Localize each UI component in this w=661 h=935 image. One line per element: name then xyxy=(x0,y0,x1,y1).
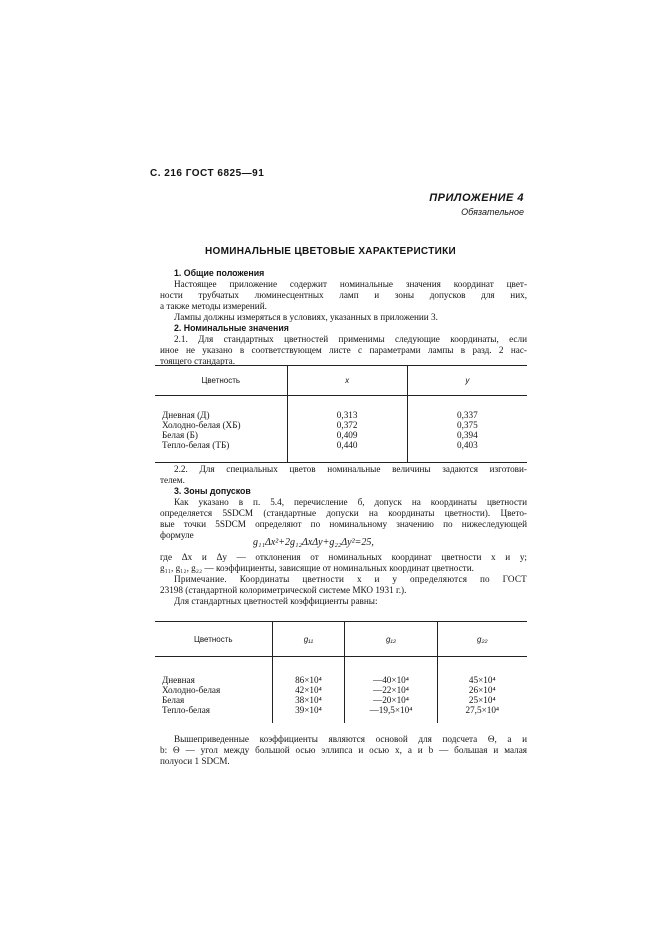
section-1-line: ности трубчатых люминесцентных ламп и зоны допусков для них, xyxy=(160,290,527,300)
section-3-line: вые точки 5SDCM определяют по номинальному значению по нижеследующей xyxy=(160,519,527,529)
table-row xyxy=(155,396,527,421)
section-3-heading: 3. Зоны допусков xyxy=(174,486,251,496)
paragraph-2-2-line: телем. xyxy=(160,475,185,485)
table-header-row xyxy=(155,622,527,657)
table-cell: 27,5×10⁴ xyxy=(437,705,527,723)
appendix-label: ПРИЛОЖЕНИЕ 4 xyxy=(429,192,524,204)
table-cell: 26×10⁴ xyxy=(437,685,527,695)
table-cell: Дневная xyxy=(162,675,195,685)
final-paragraph xyxy=(160,734,527,767)
coefficient-intro: Для стандартных цветностей коэффициенты равны: xyxy=(174,596,378,606)
page-header-code: С. 216 ГОСТ 6825—91 xyxy=(150,168,265,179)
table-cell: 38×10⁴ xyxy=(272,695,345,705)
column-header: Цветность xyxy=(155,622,272,657)
table-cell: 0,313 xyxy=(287,396,407,421)
section-1-heading: 1. Общие положения xyxy=(174,268,265,278)
table-row xyxy=(155,705,527,723)
section-3 xyxy=(160,464,527,541)
table-cell: 45×10⁴ xyxy=(437,657,527,686)
column-header: Цветность xyxy=(155,366,287,396)
table-cell: 86×10⁴ xyxy=(272,657,345,686)
section-3-line: Как указано в п. 5.4, перечисление б, допуск на координаты цветности xyxy=(174,497,527,507)
section-1-line: а также методы измерений. xyxy=(160,301,267,311)
where-line: g₁₁, g₁₂, g₂₂ — коэффициенты, зависящие от номинальных координат цветности. xyxy=(160,563,474,573)
table-cell: 39×10⁴ xyxy=(272,705,345,723)
tolerance-formula: g₁₁Δx²+2g₁₂ΔxΔy+g₂₂Δy²=25, xyxy=(253,537,374,548)
table-cell: Дневная (Д) xyxy=(162,410,210,420)
note-line: 23198 (стандартной колориметрической системе МКО 1931 г.). xyxy=(160,585,407,595)
table-cell: 0,375 xyxy=(407,420,527,430)
table-cell: —40×10⁴ xyxy=(345,657,437,686)
table-cell: 0,440 xyxy=(287,440,407,463)
final-line: Вышеприведенные коэффициенты являются основой для подсчета Θ, a и xyxy=(174,734,527,744)
table-cell: Холодно-белая xyxy=(162,685,221,695)
table-cell: 0,337 xyxy=(407,396,527,421)
formula-explanation xyxy=(160,552,527,607)
column-header: g₂₂ xyxy=(437,622,527,657)
table-row xyxy=(155,695,527,705)
final-line: полуоси 1 SDCM. xyxy=(160,756,230,766)
column-header: y xyxy=(407,366,527,396)
where-line: где Δx и Δy — отклонения от номинальных координат цветности x и y; xyxy=(160,552,527,562)
nominal-coordinates-table xyxy=(155,365,527,463)
table-cell: Тепло-белая xyxy=(162,705,211,715)
table-cell: —20×10⁴ xyxy=(345,695,437,705)
section-2-heading: 2. Номинальные значения xyxy=(174,323,289,333)
table-cell: 25×10⁴ xyxy=(437,695,527,705)
table-cell: Белая xyxy=(162,695,185,705)
coefficients-table xyxy=(155,621,527,723)
table-cell: Холодно-белая (ХБ) xyxy=(162,420,241,430)
table-cell: —22×10⁴ xyxy=(345,685,437,695)
appendix-note: Обязательное xyxy=(461,207,524,217)
table-header-row xyxy=(155,366,527,396)
table-cell: 0,409 xyxy=(287,430,407,440)
column-header: x xyxy=(287,366,407,396)
note-line: Примечание. Координаты цветности x и y определяются по ГОСТ xyxy=(174,574,527,584)
section-2-line: тоящего стандарта. xyxy=(160,356,236,366)
table-cell: 0,372 xyxy=(287,420,407,430)
section-2-line: 2.1. Для стандартных цветностей применимы следующие координаты, если xyxy=(174,334,527,344)
table-row xyxy=(155,440,527,463)
table-row xyxy=(155,685,527,695)
table-cell: 42×10⁴ xyxy=(272,685,345,695)
table-row xyxy=(155,430,527,440)
column-header: g₁₁ xyxy=(272,622,345,657)
section-1-line: Лампы должны измеряться в условиях, указанных в приложении 3. xyxy=(174,312,438,322)
table-cell: 0,403 xyxy=(407,440,527,463)
table-row xyxy=(155,420,527,430)
table-cell: Тепло-белая (ТБ) xyxy=(155,440,287,463)
section-1-line: Настоящее приложение содержит номинальные значения координат цвет- xyxy=(174,279,527,289)
section-3-line: определяется 5SDCM (стандартные допуски на координаты цветности). Цвето- xyxy=(160,508,527,518)
table-cell: —19,5×10⁴ xyxy=(345,705,437,723)
section-3-line: формуле xyxy=(160,530,194,540)
final-line: b: Θ — угол между большой осью эллипса и осью x, a и b — большая и малая xyxy=(160,745,527,755)
section-2-line: иное не указано в соответствующем листе с параметрами лампы в разд. 2 нас- xyxy=(160,345,527,355)
section-1 xyxy=(160,268,527,367)
column-header: g₁₂ xyxy=(345,622,437,657)
table-cell: Белая (Б) xyxy=(162,430,198,440)
document-title: НОМИНАЛЬНЫЕ ЦВЕТОВЫЕ ХАРАКТЕРИСТИКИ xyxy=(205,246,456,257)
table-row xyxy=(155,657,527,686)
paragraph-2-2-line: 2.2. Для специальных цветов номинальные величины задаются изготови- xyxy=(174,464,527,474)
table-cell: 0,394 xyxy=(407,430,527,440)
